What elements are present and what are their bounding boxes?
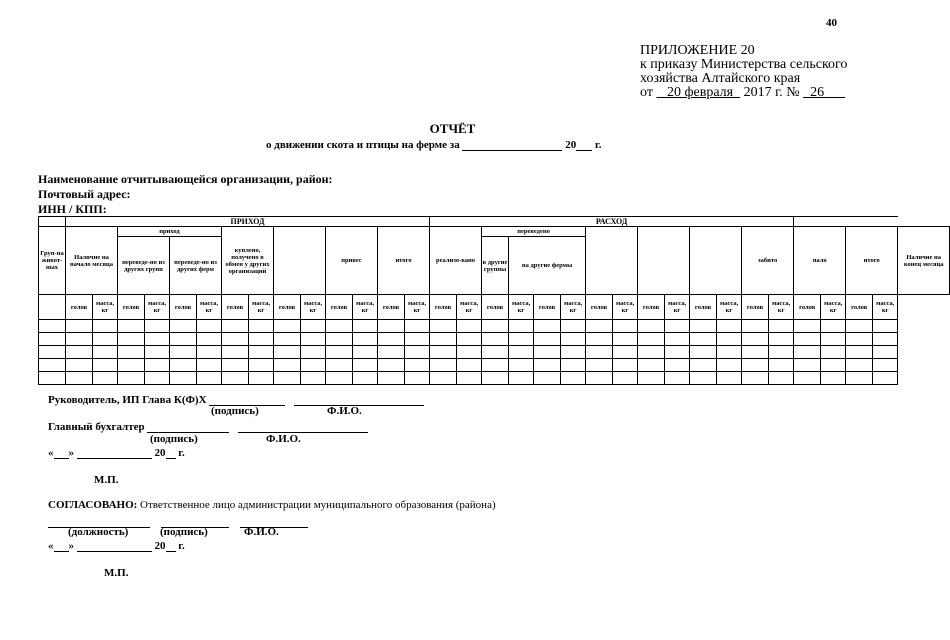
table-cell [794, 320, 821, 333]
mass-label: масса, кг [353, 295, 378, 320]
table-cell [586, 346, 613, 359]
table-cell [638, 333, 665, 346]
mass-label: масса, кг [613, 295, 638, 320]
table-cell [638, 372, 665, 385]
table-cell [561, 333, 586, 346]
table-cell [39, 320, 66, 333]
income-header: ПРИХОД [66, 217, 430, 227]
table-cell [39, 359, 66, 372]
table-row [39, 372, 950, 385]
org-name-label: Наименование отчитывающейся организации, район: [38, 172, 333, 186]
table-cell [509, 346, 534, 359]
table-row [39, 320, 950, 333]
table-cell [873, 320, 898, 333]
table-cell [742, 346, 769, 359]
table-cell [613, 333, 638, 346]
table-cell [482, 320, 509, 333]
signature-caption: (подпись) [150, 433, 198, 445]
table-cell [222, 359, 249, 372]
table-cell [39, 372, 66, 385]
expense-total-header: итого [846, 227, 898, 295]
table-cell [145, 359, 170, 372]
table-cell [170, 320, 197, 333]
table-cell [794, 372, 821, 385]
table-cell [690, 372, 717, 385]
fio-caption: Ф.И.О. [327, 405, 362, 417]
heads-label: голов [170, 295, 197, 320]
table-cell [430, 320, 457, 333]
expense-header: РАСХОД [430, 217, 794, 227]
income-sub-header: приход [118, 227, 222, 237]
table-cell [534, 372, 561, 385]
table-cell [509, 359, 534, 372]
table-cell [873, 346, 898, 359]
date-line: « » 20 г. [48, 540, 185, 552]
table-cell [222, 320, 249, 333]
table-cell [170, 333, 197, 346]
table-cell [170, 346, 197, 359]
table-cell [274, 346, 301, 359]
table-cell [846, 320, 873, 333]
table-cell [690, 333, 717, 346]
table-cell [430, 372, 457, 385]
appendix-date: от 20 февраля 2017 г. № 26 [640, 86, 847, 100]
table-cell [873, 372, 898, 385]
mass-label: масса, кг [509, 295, 534, 320]
table-cell [638, 320, 665, 333]
table-cell [638, 346, 665, 359]
table-cell [249, 359, 274, 372]
table-cell [145, 372, 170, 385]
table-cell [118, 372, 145, 385]
table-cell [405, 372, 430, 385]
table-cell [717, 372, 742, 385]
mass-label: масса, кг [665, 295, 690, 320]
table-cell [301, 346, 326, 359]
heads-label: голов [118, 295, 145, 320]
table-cell [561, 346, 586, 359]
heads-label: голов [378, 295, 405, 320]
table-cell [873, 359, 898, 372]
table-cell [405, 320, 430, 333]
table-cell [846, 359, 873, 372]
table-cell [769, 346, 794, 359]
table-cell [118, 359, 145, 372]
table-cell [145, 320, 170, 333]
signature-caption: (подпись) [160, 526, 208, 538]
table-cell [326, 346, 353, 359]
appendix-line: к приказу Министерства сельского [640, 57, 848, 72]
mass-label: масса, кг [873, 295, 898, 320]
table-cell [378, 346, 405, 359]
table-cell [353, 320, 378, 333]
table-cell [717, 346, 742, 359]
table-cell [742, 372, 769, 385]
table-cell [665, 346, 690, 359]
income-total-header: итого [378, 227, 430, 295]
table-cell [821, 320, 846, 333]
table-cell [93, 320, 118, 333]
table-cell [66, 359, 93, 372]
mass-label: масса, кг [249, 295, 274, 320]
table-cell [274, 320, 301, 333]
table-cell [509, 372, 534, 385]
table-cell [717, 333, 742, 346]
table-cell [301, 372, 326, 385]
table-cell [794, 359, 821, 372]
table-cell [353, 359, 378, 372]
table-cell [509, 333, 534, 346]
table-cell [821, 359, 846, 372]
table-cell [326, 320, 353, 333]
table-cell [821, 346, 846, 359]
table-cell [430, 359, 457, 372]
inn-kpp-label: ИНН / КПП: [38, 202, 107, 216]
table-cell [222, 333, 249, 346]
table-cell [197, 320, 222, 333]
mass-label: масса, кг [769, 295, 794, 320]
table-cell [378, 372, 405, 385]
position-caption: (должность) [68, 526, 129, 538]
table-cell [118, 346, 145, 359]
table-cell [430, 346, 457, 359]
page-number: 40 [826, 17, 837, 29]
table-cell [66, 320, 93, 333]
table-cell [93, 333, 118, 346]
table-cell [378, 320, 405, 333]
heads-label: голов [430, 295, 457, 320]
mass-label: масса, кг [561, 295, 586, 320]
table-cell [534, 359, 561, 372]
table-cell [353, 333, 378, 346]
table-cell [457, 372, 482, 385]
heads-label: голов [482, 295, 509, 320]
heads-label: голов [794, 295, 821, 320]
group-column-header: Груп-па живот-ных [39, 227, 66, 295]
agreed-line: СОГЛАСОВАНО: Ответственное лицо администрации муниципального образования (района) [48, 499, 496, 511]
table-cell [638, 359, 665, 372]
slaughtered-header: забито [742, 227, 794, 295]
appendix-number: 26 [810, 85, 825, 100]
sold-header: реализо-вано [430, 227, 482, 295]
table-cell [613, 372, 638, 385]
table-cell [145, 346, 170, 359]
table-cell [145, 333, 170, 346]
table-cell [482, 346, 509, 359]
table-cell [665, 333, 690, 346]
table-cell [482, 372, 509, 385]
table-cell [534, 333, 561, 346]
table-cell [586, 372, 613, 385]
table-cell [326, 359, 353, 372]
transferred-farms-header: переведе-но из других ферм [170, 237, 222, 295]
table-cell [457, 333, 482, 346]
table-cell [93, 359, 118, 372]
table-cell [873, 333, 898, 346]
table-cell [197, 359, 222, 372]
table-cell [742, 359, 769, 372]
table-cell [93, 346, 118, 359]
heads-label: голов [534, 295, 561, 320]
table-cell [249, 320, 274, 333]
appendix-date-value: 20 февраля [666, 85, 734, 100]
table-cell [717, 359, 742, 372]
table-cell [561, 320, 586, 333]
mass-label: масса, кг [145, 295, 170, 320]
table-cell [274, 359, 301, 372]
appendix-line: хозяйства Алтайского края [640, 71, 801, 86]
gain-header: привес [326, 227, 378, 295]
stamp-place: М.П. [94, 474, 119, 486]
report-subtitle: о движении скота и птицы на ферме за 20 г. [266, 139, 602, 151]
table-cell [301, 333, 326, 346]
table-cell [690, 359, 717, 372]
table-cell [717, 320, 742, 333]
table-cell [586, 359, 613, 372]
table-cell [482, 333, 509, 346]
signature-caption: (подпись) [211, 405, 259, 417]
table-row [39, 346, 950, 359]
mass-label: масса, кг [821, 295, 846, 320]
table-cell [794, 333, 821, 346]
table-cell [846, 346, 873, 359]
heads-label: голов [846, 295, 873, 320]
table-cell [353, 372, 378, 385]
table-cell [769, 359, 794, 372]
transferred-groups-header: переведе-но из других групп [118, 237, 170, 295]
end-balance-header: Наличие на конец месяца [898, 227, 950, 295]
table-row [39, 359, 950, 372]
table-row [39, 333, 950, 346]
table-cell [222, 346, 249, 359]
appendix-title: ПРИЛОЖЕНИЕ 20 [640, 43, 755, 58]
units-row [39, 295, 950, 320]
table-cell [378, 359, 405, 372]
mass-label: масса, кг [197, 295, 222, 320]
table-cell [457, 320, 482, 333]
mass-label: масса, кг [457, 295, 482, 320]
heads-label: голов [222, 295, 249, 320]
table-cell [66, 346, 93, 359]
table-cell [197, 333, 222, 346]
table-cell [794, 346, 821, 359]
table-cell [613, 346, 638, 359]
table-cell [509, 320, 534, 333]
heads-label: голов [274, 295, 301, 320]
table-cell [66, 372, 93, 385]
table-cell [197, 346, 222, 359]
table-cell [457, 359, 482, 372]
table-cell [561, 372, 586, 385]
table-cell [586, 333, 613, 346]
accountant-signature-line: Главный бухгалтер [48, 421, 368, 433]
mass-label: масса, кг [93, 295, 118, 320]
table-cell [326, 333, 353, 346]
heads-label: голов [690, 295, 717, 320]
table-cell [769, 333, 794, 346]
heads-label: голов [742, 295, 769, 320]
heads-label: голов [638, 295, 665, 320]
table-cell [769, 320, 794, 333]
appendix-block [640, 44, 847, 100]
head-signature-line: Руководитель, ИП Глава К(Ф)Х [48, 394, 424, 406]
date-line: « » 20 г. [48, 447, 185, 459]
mass-label: масса, кг [301, 295, 326, 320]
report-title: ОТЧЁТ [429, 121, 476, 136]
postal-address-label: Почтовый адрес: [38, 187, 131, 201]
table-cell [301, 320, 326, 333]
table-cell [378, 333, 405, 346]
table-cell [586, 320, 613, 333]
heads-label: голов [66, 295, 93, 320]
table-cell [170, 372, 197, 385]
table-cell [613, 359, 638, 372]
stamp-place: М.П. [104, 567, 129, 579]
table-cell [249, 333, 274, 346]
table-cell [690, 346, 717, 359]
table-cell [39, 346, 66, 359]
table-cell [249, 346, 274, 359]
table-cell [613, 320, 638, 333]
table-cell [222, 372, 249, 385]
table-cell [534, 346, 561, 359]
table-cell [326, 372, 353, 385]
table-cell [274, 333, 301, 346]
table-cell [353, 346, 378, 359]
table-cell [118, 333, 145, 346]
table-cell [197, 372, 222, 385]
table-cell [534, 320, 561, 333]
table-cell [665, 320, 690, 333]
table-cell [405, 359, 430, 372]
table-cell [39, 333, 66, 346]
table-cell [301, 359, 326, 372]
table-cell [846, 333, 873, 346]
table-cell [769, 372, 794, 385]
table-cell [93, 372, 118, 385]
movement-table [38, 216, 950, 385]
fio-caption: Ф.И.О. [266, 433, 301, 445]
table-cell [561, 359, 586, 372]
table-cell [821, 333, 846, 346]
table-cell [249, 372, 274, 385]
mass-label: масса, кг [405, 295, 430, 320]
table-cell [846, 372, 873, 385]
table-cell [274, 372, 301, 385]
table-cell [405, 333, 430, 346]
table-cell [482, 359, 509, 372]
start-balance-header: Наличие на начало месяца [66, 227, 118, 295]
fallen-header: пало [794, 227, 846, 295]
table-cell [430, 333, 457, 346]
table-cell [742, 333, 769, 346]
to-groups-header: в другие группы [482, 237, 509, 295]
table-cell [457, 346, 482, 359]
table-cell [665, 359, 690, 372]
table-cell [665, 372, 690, 385]
table-cell [821, 372, 846, 385]
transferred-out-header: переведено [482, 227, 586, 237]
table-cell [170, 359, 197, 372]
table-cell [118, 320, 145, 333]
to-farms-header: на другие фермы [509, 237, 586, 295]
heads-label: голов [586, 295, 613, 320]
bought-header: куплено, получено в обмен у других организаций [222, 227, 274, 295]
table-cell [405, 346, 430, 359]
heads-label: голов [326, 295, 353, 320]
mass-label: масса, кг [717, 295, 742, 320]
table-cell [690, 320, 717, 333]
table-cell [742, 320, 769, 333]
org-info [38, 172, 333, 217]
fio-caption: Ф.И.О. [244, 526, 279, 538]
table-cell [66, 333, 93, 346]
